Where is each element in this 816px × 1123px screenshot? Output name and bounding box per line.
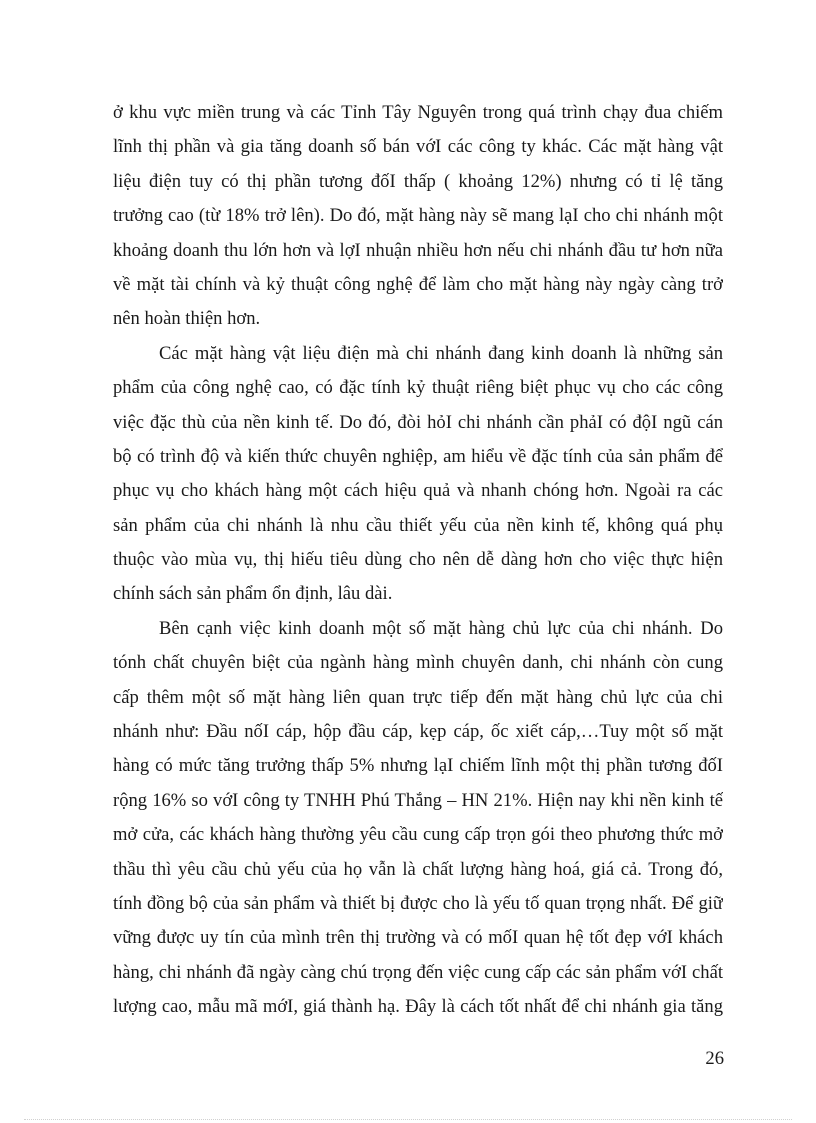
- paragraph-3-line-10: vững được uy tín của mình trên thị trường và có mốI quan hệ tốt đẹp vớI khách: [113, 927, 723, 949]
- paragraph-2-line-1: Các mặt hàng vật liệu điện mà chi nhánh đang kinh doanh là những sản: [159, 342, 723, 364]
- paragraph-2-line-3: việc đặc thù của nền kinh tế. Do đó, đòi hỏI chi nhánh cần phảI có độI ngũ cán: [113, 411, 723, 433]
- paragraph-3-line-7: mở cửa, các khách hàng thường yêu cầu cung cấp trọn gói theo phương thức mở: [113, 824, 723, 846]
- paragraph-1-line-5: khoảng doanh thu lớn hơn và lợI nhuận nhiều hơn nếu chi nhánh đầu tư hơn nữa: [113, 239, 723, 261]
- paragraph-2-line-6: sản phẩm của chi nhánh là nhu cầu thiết yếu của nền kinh tế, không quá phụ: [113, 514, 723, 536]
- paragraph-1-line-1: ở khu vực miền trung và các Tỉnh Tây Nguyên trong quá trình chạy đua chiếm: [113, 102, 723, 123]
- paragraph-3-line-5: hàng có mức tăng trưởng thấp 5% nhưng lạI chiếm lĩnh một thị phần tương đốI: [113, 755, 723, 777]
- paragraph-1-line-4: trưởng cao (từ 18% trở lên). Do đó, mặt hàng này sẽ mang lạI cho chi nhánh một: [113, 205, 723, 227]
- paragraph-3-line-1: Bên cạnh việc kinh doanh một số mặt hàng chủ lực của chi nhánh. Do: [159, 617, 723, 639]
- paragraph-1-line-2: lĩnh thị phần và gia tăng doanh số bán vớI các công ty khác. Các mặt hàng vật: [113, 136, 723, 158]
- paragraph-1-line-7: nên hoàn thiện hơn.: [113, 308, 261, 330]
- paragraph-2-line-2: phẩm của công nghệ cao, có đặc tính kỷ thuật riêng biệt phục vụ cho các công: [113, 377, 723, 399]
- paragraph-3-line-2: tónh chất chuyên biệt của ngành hàng mình chuyên danh, chi nhánh còn cung: [113, 652, 723, 674]
- body-text: [113, 96, 723, 1025]
- paragraph-1-line-3: liệu điện tuy có thị phần tương đốI thấp ( khoảng 12%) nhưng có tỉ lệ tăng: [113, 170, 723, 192]
- paragraph-3-line-12: lượng cao, mẫu mã mớI, giá thành hạ. Đây là cách tốt nhất để chi nhánh gia tăng: [113, 996, 723, 1018]
- paragraph-1-line-6: về mặt tài chính và kỷ thuật công nghệ để làm cho mặt hàng này ngày càng trở: [113, 273, 723, 295]
- paragraph-2-line-8: chính sách sản phẩm ổn định, lâu dài.: [113, 583, 393, 605]
- paragraph-3-line-3: cấp thêm một số mặt hàng liên quan trực tiếp đến mặt hàng chủ lực của chi: [113, 686, 723, 708]
- paragraph-2-line-7: thuộc vào mùa vụ, thị hiếu tiêu dùng cho nên dễ dàng hơn cho việc thực hiện: [113, 549, 723, 571]
- paragraph-2-line-5: phục vụ cho khách hàng một cách hiệu quả và nhanh chóng hơn. Ngoài ra các: [113, 480, 723, 502]
- paragraph-3-line-6: rộng 16% so vớI công ty TNHH Phú Thắng – HN 21%. Hiện nay khi nền kinh tế: [113, 789, 723, 811]
- paragraph-3-line-8: thầu thì yêu cầu chủ yếu của họ vẫn là chất lượng hàng hoá, giá cả. Trong đó,: [113, 858, 723, 880]
- paragraph-3-line-4: nhánh như: Đầu nốI cáp, hộp đầu cáp, kẹp cáp, ốc xiết cáp,…Tuy một số mặt: [113, 721, 723, 743]
- page-number: 26: [705, 1048, 724, 1069]
- paragraph-2-line-4: bộ có trình độ và kiến thức chuyên nghiệp, am hiểu về đặc tính của sản phẩm để: [113, 445, 723, 467]
- paragraph-3-line-9: tính đồng bộ của sản phẩm và thiết bị được cho là yếu tố quan trọng nhất. Để giữ: [113, 892, 723, 914]
- paragraph-3-line-11: hàng, chi nhánh đã ngày càng chú trọng đến việc cung cấp các sản phẩm vớI chất: [113, 961, 723, 983]
- page-bottom-divider: [24, 1119, 792, 1120]
